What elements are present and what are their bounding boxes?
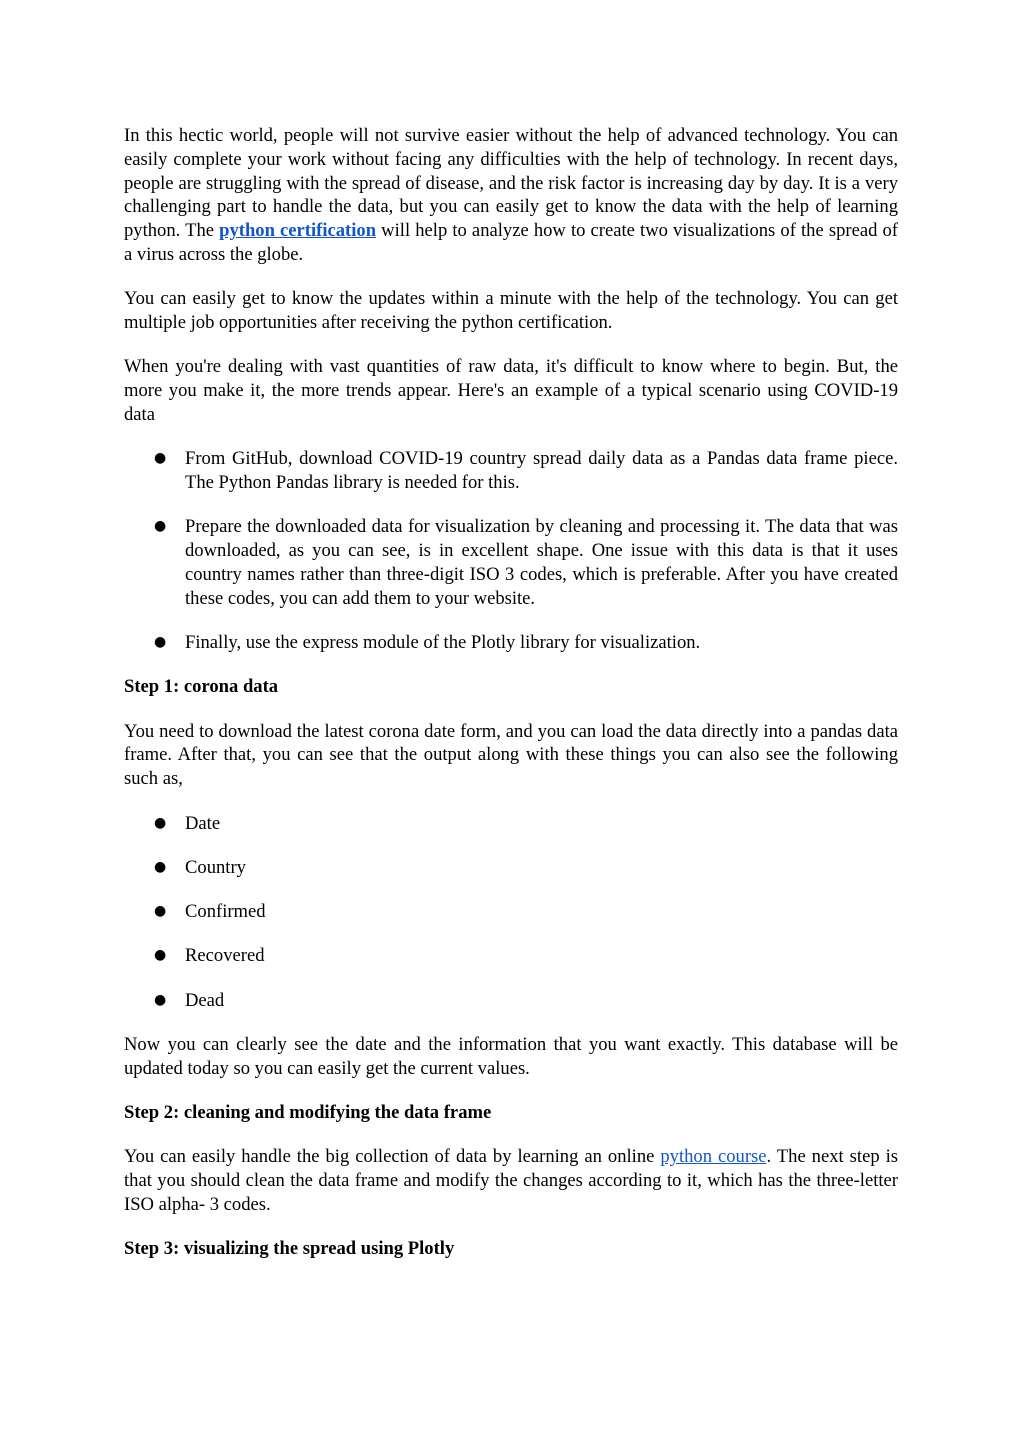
step2-paragraph	[124, 1145, 898, 1216]
list-item-text: From GitHub, download COVID-19 country spread daily data as a Pandas data frame piece. The Python Pandas library is needed for this.	[185, 448, 898, 494]
list-item-text: Date	[185, 812, 221, 834]
bullet-icon: ●	[154, 858, 167, 875]
intro-paragraph	[124, 124, 898, 267]
bullet-icon: ●	[154, 903, 167, 920]
step2-text-after-link: . The next step is that you should clean the data frame and modify the changes according to it, which has the three-letter ISO alpha- 3 codes.	[124, 1146, 899, 1215]
bullet-icon: ●	[154, 450, 167, 467]
list-item	[124, 631, 898, 655]
data-fields-list	[124, 812, 898, 1013]
intro-text-before-link: In this hectic world, people will not survive easier without the help of advanced technology. You can easily complete your work without facing any difficulties with the help of technology. In recent days, people are struggling with the spread of disease, and the risk factor is increasing day by day. It is a very challenging part to handle the data, but you can easily get to know the data with the help of learning python. The	[124, 125, 898, 242]
python-certification-link[interactable]: python certification	[219, 220, 377, 242]
scenario-list	[124, 447, 898, 655]
step3-heading: Step 3: visualizing the spread using Plotly	[124, 1238, 455, 1260]
intro-text-after-link: will help to analyze how to create two visualizations of the spread of a virus across the globe.	[124, 220, 898, 265]
list-item-text: Dead	[185, 989, 225, 1011]
list-item	[124, 812, 898, 836]
step2-text-before-link: You can easily handle the big collection of data by learning an online	[124, 1146, 661, 1168]
bullet-icon: ●	[154, 947, 167, 964]
step1-after-paragraph: Now you can clearly see the date and the information that you want exactly. This database will be updated today so you can easily get the current values.	[124, 1034, 898, 1079]
bullet-icon: ●	[154, 814, 167, 831]
document-page	[124, 124, 898, 1282]
step1-paragraph: You need to download the latest corona date form, and you can load the data directly into a pandas data frame. After that, you can see that the output along with these things you can also see the following such as,	[124, 720, 898, 790]
list-item	[124, 900, 898, 924]
list-item-text: Confirmed	[185, 901, 266, 923]
list-item	[124, 515, 898, 610]
list-item-text: Prepare the downloaded data for visualization by cleaning and processing it. The data that was downloaded, as you can see, is in excellent shape. One issue with this data is that it uses country names rather than three-digit ISO 3 codes, which is preferable. After you have created these codes, you can add them to your website.	[185, 516, 898, 609]
step1-heading: Step 1: corona data	[124, 676, 279, 698]
list-item-text: Country	[185, 856, 246, 878]
bullet-icon: ●	[154, 634, 167, 651]
list-item-text: Finally, use the express module of the Plotly library for visualization.	[185, 632, 701, 654]
python-course-link[interactable]: python course	[660, 1146, 767, 1168]
list-item	[124, 989, 898, 1013]
list-item	[124, 944, 898, 968]
list-item-text: Recovered	[185, 945, 265, 967]
bullet-icon: ●	[154, 991, 167, 1008]
updates-paragraph: You can easily get to know the updates within a minute with the help of the technology. You can get multiple job opportunities after receiving the python certification.	[124, 288, 898, 334]
bullet-icon: ●	[154, 518, 167, 535]
list-item	[124, 447, 898, 495]
raw-data-paragraph: When you're dealing with vast quantities of raw data, it's difficult to know where to begin. But, the more you make it, the more trends appear. Here's an example of a typical scenario using COVID-19 data	[124, 356, 898, 425]
step2-heading: Step 2: cleaning and modifying the data frame	[124, 1102, 492, 1124]
list-item	[124, 856, 898, 880]
